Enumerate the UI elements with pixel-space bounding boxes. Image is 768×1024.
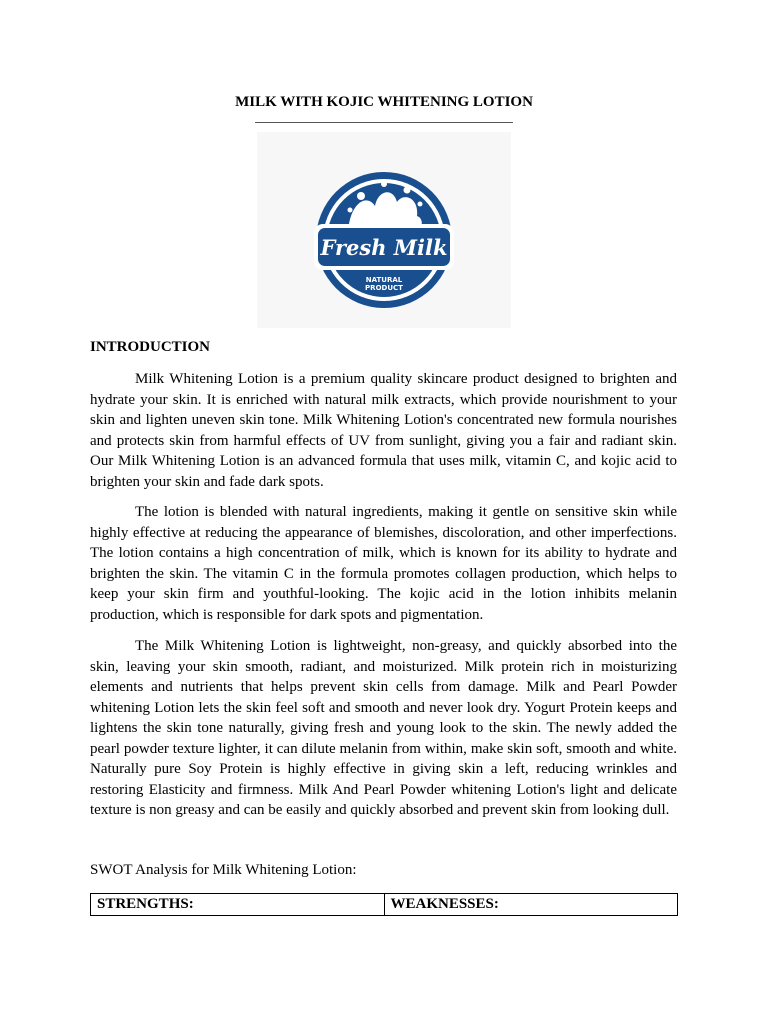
logo-tagline-line1: NATURAL xyxy=(365,276,403,284)
swot-label: SWOT Analysis for Milk Whitening Lotion: xyxy=(90,862,357,878)
swot-strengths-header: STRENGTHS: xyxy=(91,894,385,916)
swot-header-row xyxy=(91,894,678,916)
logo-brand-text: Fresh Milk xyxy=(320,235,448,260)
intro-paragraph-1: Milk Whitening Lotion is a premium quality skincare product designed to brighten and hydrate your skin. It is enriched with natural milk extracts, which provide nourishment to your skin and lighten uneven skin tone. Milk Whitening Lotion's concentrated new formula nourishes and protects skin from harmful effects of UV from sunlight, giving you a fair and radiant skin. Our Milk Whitening Lotion is an advanced formula that uses milk, vitamin C, and kojic acid to brighten your skin and fade dark spots. xyxy=(90,371,677,490)
fresh-milk-logo-icon xyxy=(257,132,511,328)
intro-paragraph-2: The lotion is blended with natural ingredients, making it gentle on sensitive skin while highly effective at reducing the appearance of blemishes, discoloration, and other imperfections. The lotion contains a high concentration of milk, which is known for its ability to hydrate and brighten the skin. The vitamin C in the formula promotes collagen production, which helps to keep your skin firm and youthful-looking. The kojic acid in the lotion inhibits melanin production, which is responsible for dark spots and pigmentation. xyxy=(90,504,677,623)
intro-paragraph-3: The Milk Whitening Lotion is lightweight, non-greasy, and quickly absorbed into the skin, leaving your skin smooth, radiant, and moisturized. Milk protein rich in moisturizing elements and nutrients that helps prevent skin cells from damage. Milk and Pearl Powder whitening Lotion lets the skin feel soft and smooth and never look dry. Yogurt Protein keeps and lightens the skin tone naturally, giving fresh and young look to the skin. The newly added the pearl powder texture lighter, it can dilute melanin from within, make skin soft, smooth and white. Naturally pure Soy Protein is highly effective in giving skin a left, reducing wrinkles and restoring Elasticity and firmness. Milk And Pearl Powder whitening Lotion's light and delicate texture is non greasy and can be easily and quickly absorbed and prevent skin from looking dull. xyxy=(90,638,677,818)
title-divider xyxy=(255,122,513,123)
swot-weaknesses-header: WEAKNESSES: xyxy=(384,894,678,916)
fresh-milk-logo xyxy=(257,132,511,328)
swot-table xyxy=(90,893,678,916)
introduction-heading: INTRODUCTION xyxy=(90,339,211,355)
logo-tagline-line2: PRODUCT xyxy=(365,284,403,292)
document-title: MILK WITH KOJIC WHITENING LOTION xyxy=(235,94,533,110)
